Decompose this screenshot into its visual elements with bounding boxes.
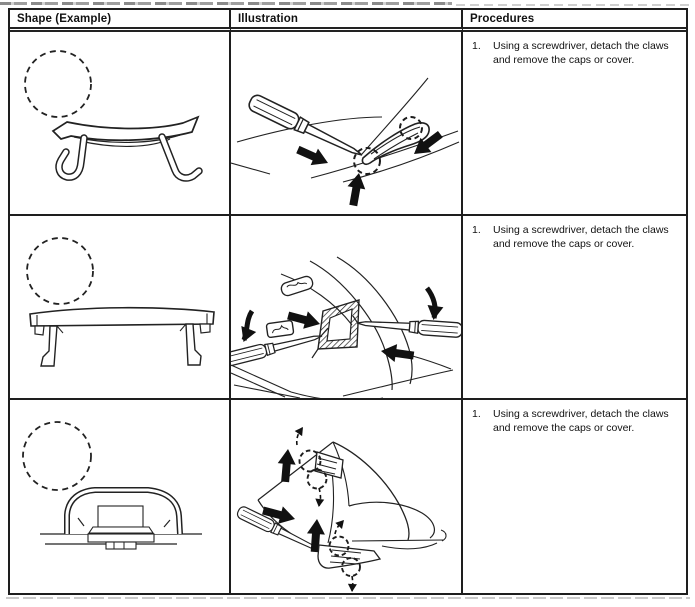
direction-arrowhead — [426, 305, 444, 321]
column-header-procedures: Procedures — [463, 10, 686, 32]
shape-cell-row1 — [10, 32, 231, 216]
procedure-table — [8, 8, 688, 595]
procedure-step-number: 1. — [472, 40, 481, 52]
shape-cell-row2 — [10, 216, 231, 400]
illustration-cell-row2 — [231, 216, 463, 400]
clip-slot-with-claw — [266, 320, 294, 337]
procedures-cell-row2 — [463, 216, 686, 400]
procedure-step — [472, 39, 682, 68]
clip-left-hook — [59, 138, 84, 177]
procedure-step-text: Using a screwdriver, detach the claws and remove the caps or cover. — [493, 40, 669, 67]
shape-cell-row3 — [10, 400, 231, 593]
direction-arrow — [344, 171, 367, 207]
clip-right-leg — [186, 324, 201, 365]
direction-arrow — [276, 448, 297, 482]
detail-circle-marker — [23, 422, 91, 490]
direction-arrowhead — [295, 424, 307, 436]
scan-artifact-line — [6, 597, 690, 599]
direction-arrowhead — [314, 499, 324, 508]
seat-drawing — [333, 442, 446, 549]
direction-arrow — [294, 141, 331, 171]
direction-arrow — [380, 342, 415, 364]
panel-slot — [280, 275, 314, 297]
direction-arrowhead — [236, 326, 256, 345]
cap-removal-illustration-3 — [231, 400, 461, 593]
procedures-cell-row3 — [463, 400, 686, 593]
inner-clip-body — [98, 506, 143, 527]
direction-arrowhead — [348, 584, 357, 592]
procedure-step-text: Using a screwdriver, detach the claws and remove the caps or cover. — [493, 224, 669, 251]
illustration-cell-row1 — [231, 32, 463, 216]
procedure-step-number: 1. — [472, 408, 481, 420]
screwdriver-drawing — [356, 316, 461, 338]
scan-artifact-line — [456, 4, 692, 6]
cap-removal-illustration-1 — [231, 32, 461, 214]
column-header-shape: Shape (Example) — [10, 10, 231, 32]
procedure-step — [472, 407, 682, 436]
protective-tape-patch — [318, 300, 359, 349]
column-header-illustration: Illustration — [231, 10, 463, 32]
detail-circle-marker — [27, 238, 93, 304]
scan-artifact-line — [0, 2, 452, 5]
spring-clip-shape-drawing — [10, 32, 229, 214]
procedures-cell-row1 — [463, 32, 686, 216]
clip-right-leg — [162, 137, 199, 178]
illustration-cell-row3 — [231, 400, 463, 593]
procedure-step — [472, 223, 682, 252]
long-clip-shape-drawing — [10, 216, 229, 398]
cap-removal-illustration-2 — [231, 216, 461, 398]
dome-cap-shape-drawing — [10, 400, 229, 593]
procedure-step-text: Using a screwdriver, detach the claws and remove the caps or cover. — [493, 408, 669, 435]
procedure-step-number: 1. — [472, 224, 481, 236]
detail-circle-marker — [25, 51, 91, 117]
